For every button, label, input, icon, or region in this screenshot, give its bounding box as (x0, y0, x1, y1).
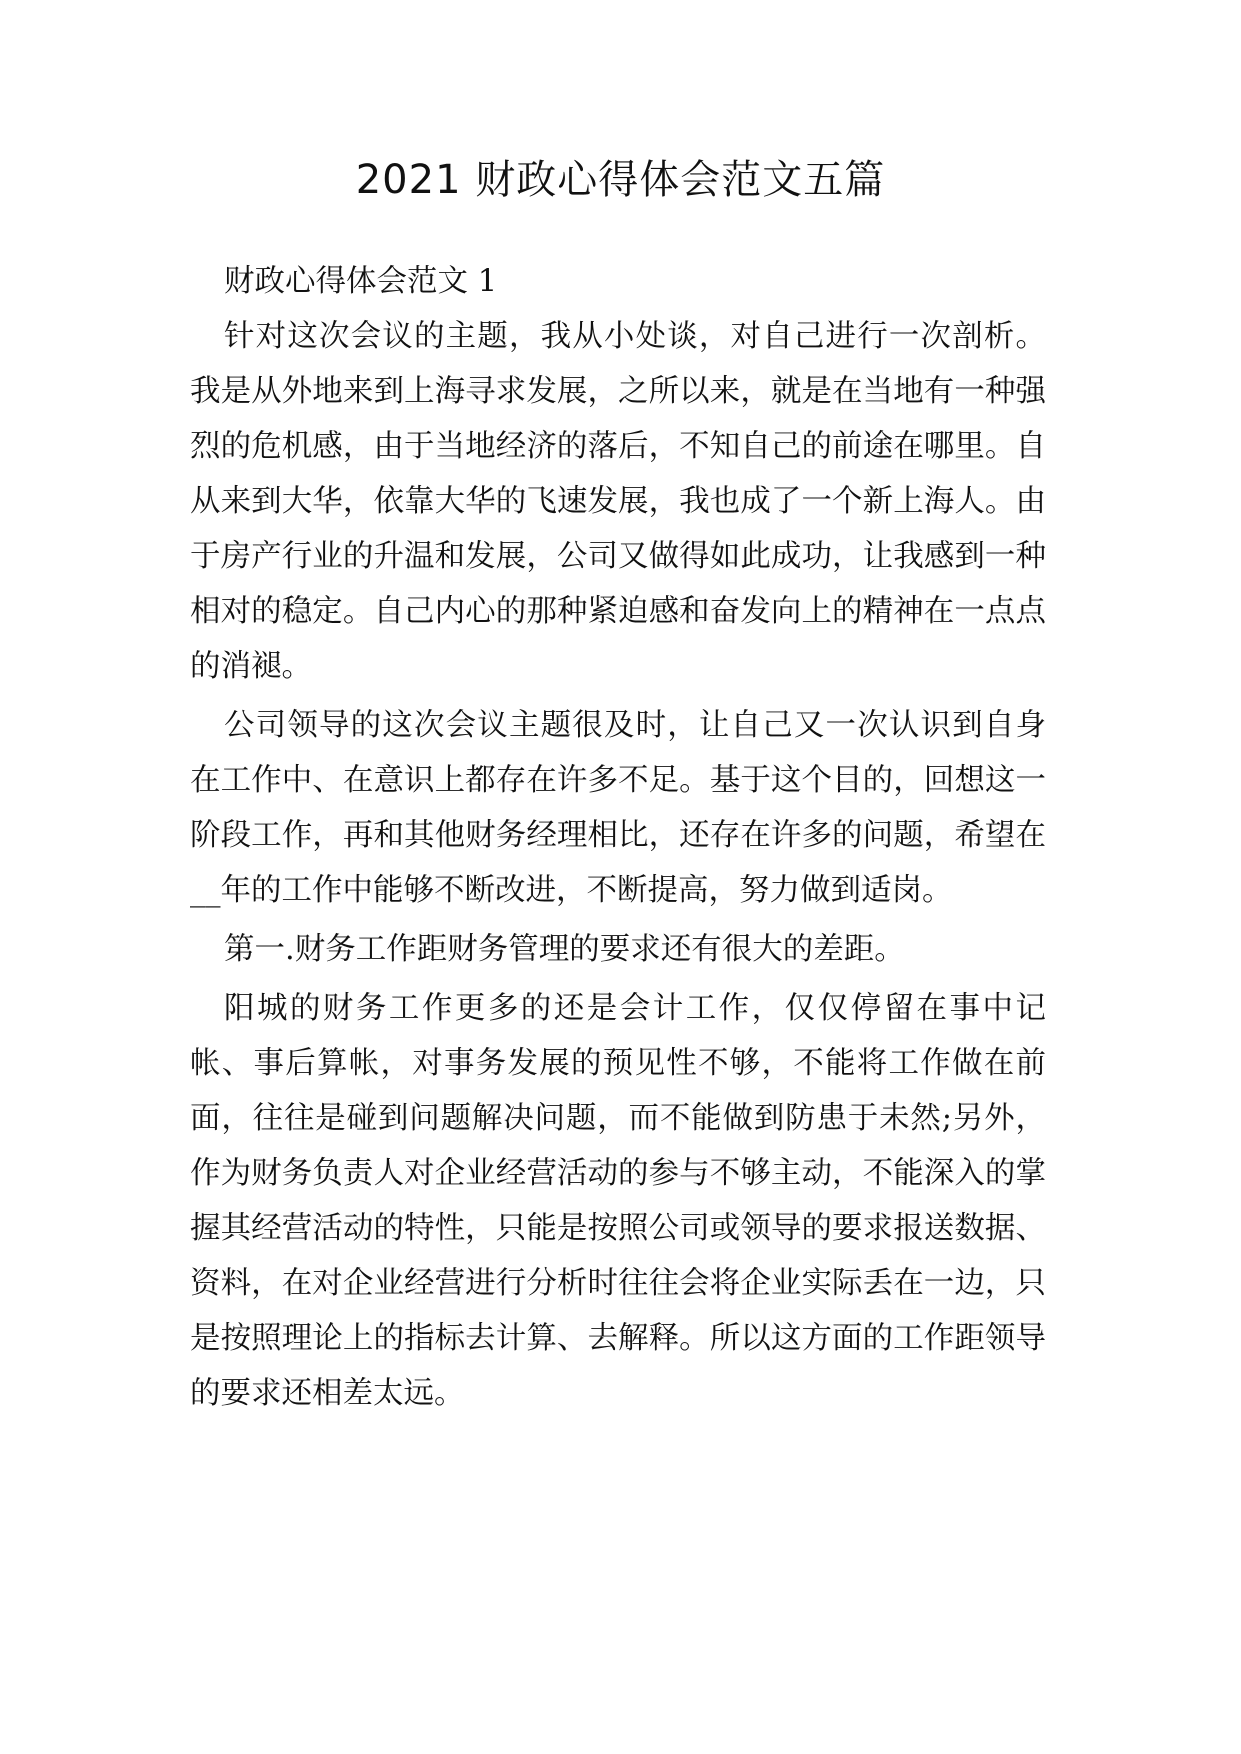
paragraph: 阳城的财务工作更多的还是会计工作，仅仅停留在事中记帐、事后算帐，对事务发展的预见性不够，不能将工作做在前面，往往是碰到问题解决问题，而不能做到防患于未然;另外，作为财务负责人对企业经营活动的参与不够主动，不能深入的掌握其经营活动的特性，只能是按照公司或领导的要求报送数据、资料，在对企业经营进行分析时往往会将企业实际丢在一边，只是按照理论上的指标去计算、去解释。所以这方面的工作距领导的要求还相差太远。 (190, 991, 1046, 1411)
paragraph: 针对这次会议的主题，我从小处谈，对自己进行一次剖析。我是从外地来到上海寻求发展，之所以来，就是在当地有一种强烈的危机感，由于当地经济的落后，不知自己的前途在哪里。自从来到大华，依靠大华的飞速发展，我也成了一个新上海人。由于房产行业的升温和发展，公司又做得如此成功，让我感到一种相对的稳定。自己内心的那种紧迫感和奋发向上的精神在一点点的消褪。 (190, 319, 1046, 684)
paragraph: 第一.财务工作距财务管理的要求还有很大的差距。 (224, 932, 905, 967)
document-title: 2021 财政心得体会范文五篇 (355, 157, 886, 203)
paragraph: 公司领导的这次会议主题很及时，让自己又一次认识到自身在工作中、在意识上都存在许多不足。基于这个目的，回想这一阶段工作，再和其他财务经理相比，还存在许多的问题，希望在__年的工作中能够不断改进，不断提高，努力做到适岗。 (190, 708, 1046, 908)
document-body (190, 254, 1046, 1421)
section-heading: 财政心得体会范文 1 (224, 264, 498, 299)
